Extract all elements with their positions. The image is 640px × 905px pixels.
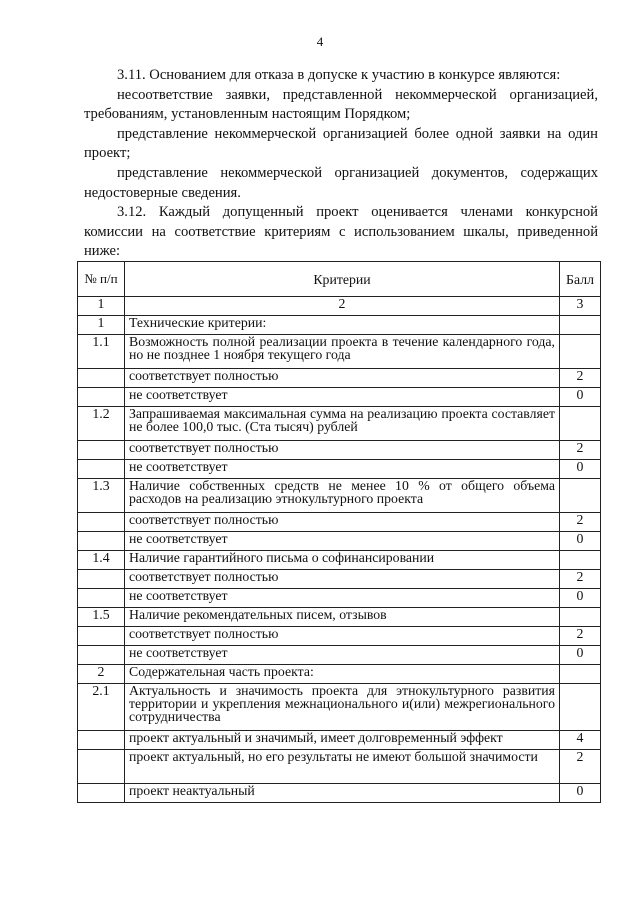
- table-row: [78, 684, 601, 731]
- paragraph-reason-3: представление некоммерческой организацией документов, содержащих недостоверные сведения.: [84, 164, 598, 201]
- table-row: [78, 369, 601, 388]
- row-score: 3: [560, 297, 601, 316]
- row-criteria: проект актуальный, но его результаты не имеют большой значимости: [125, 750, 560, 784]
- row-score: [560, 608, 601, 627]
- row-score: 2: [560, 570, 601, 589]
- row-score: [560, 551, 601, 570]
- row-num: [78, 731, 125, 750]
- row-score: 2: [560, 369, 601, 388]
- row-score: [560, 407, 601, 441]
- row-criteria: Наличие рекомендательных писем, отзывов: [125, 608, 560, 627]
- row-criteria: проект неактуальный: [125, 784, 560, 803]
- row-num: [78, 589, 125, 608]
- header-criteria: Критерии: [125, 262, 560, 297]
- table-row: [78, 335, 601, 369]
- row-criteria: Наличие гарантийного письма о софинансировании: [125, 551, 560, 570]
- row-num: [78, 570, 125, 589]
- row-criteria: Актуальность и значимость проекта для этнокультурного развития территории и укрепления межнационального и(или) межрегионального сотрудничества: [125, 684, 560, 731]
- row-criteria: не соответствует: [125, 460, 560, 479]
- row-criteria: проект актуальный и значимый, имеет долговременный эффект: [125, 731, 560, 750]
- criteria-table: [77, 261, 601, 803]
- paragraph-3-11: 3.11. Основанием для отказа в допуске к участию в конкурсе являются:: [117, 67, 561, 83]
- table-row: [78, 784, 601, 803]
- table-row: [78, 646, 601, 665]
- table-row: [78, 316, 601, 335]
- row-num: 1.3: [78, 479, 125, 513]
- row-criteria: не соответствует: [125, 589, 560, 608]
- row-criteria: не соответствует: [125, 532, 560, 551]
- row-num: 1.1: [78, 335, 125, 369]
- page-number: 4: [316, 34, 324, 49]
- row-criteria: 2: [125, 297, 560, 316]
- row-criteria: не соответствует: [125, 388, 560, 407]
- table-row: [78, 627, 601, 646]
- header-num: № п/п: [78, 262, 125, 297]
- row-score: 4: [560, 731, 601, 750]
- row-criteria: Содержательная часть проекта:: [125, 665, 560, 684]
- row-criteria: не соответствует: [125, 646, 560, 665]
- table-row: [78, 388, 601, 407]
- table-header-row: [78, 262, 601, 297]
- row-num: 1.5: [78, 608, 125, 627]
- paragraph-3-12: 3.12. Каждый допущенный проект оценивается членами конкурсной комиссии на соответствие критериям с использованием шкалы, приведенной ниже:: [84, 204, 598, 260]
- row-num: 1: [78, 297, 125, 316]
- table-row: [78, 513, 601, 532]
- paragraph-reason-2: представление некоммерческой организацией более одной заявки на один проект;: [84, 125, 598, 162]
- row-num: [78, 460, 125, 479]
- table-row: [78, 750, 601, 784]
- table-row: [78, 551, 601, 570]
- row-score: 2: [560, 750, 601, 784]
- row-num: [78, 388, 125, 407]
- table-row: [78, 479, 601, 513]
- row-criteria: соответствует полностью: [125, 513, 560, 532]
- row-num: [78, 513, 125, 532]
- row-score: 0: [560, 460, 601, 479]
- row-criteria: соответствует полностью: [125, 627, 560, 646]
- table-row: [78, 407, 601, 441]
- row-num: [78, 784, 125, 803]
- row-score: 0: [560, 784, 601, 803]
- row-criteria: соответствует полностью: [125, 441, 560, 460]
- row-criteria: соответствует полностью: [125, 570, 560, 589]
- table-row: [78, 570, 601, 589]
- row-criteria: Возможность полной реализации проекта в течение календарного года, но не позднее 1 ноября текущего года: [125, 335, 560, 369]
- row-num: [78, 750, 125, 784]
- table-row: [78, 731, 601, 750]
- row-score: 2: [560, 627, 601, 646]
- row-num: 1: [78, 316, 125, 335]
- row-criteria: Наличие собственных средств не менее 10 % от общего объема расходов на реализацию этнокультурного проекта: [125, 479, 560, 513]
- table-row: [78, 589, 601, 608]
- row-score: 0: [560, 532, 601, 551]
- row-num: [78, 369, 125, 388]
- row-num: 1.4: [78, 551, 125, 570]
- row-num: [78, 532, 125, 551]
- row-score: [560, 335, 601, 369]
- table-row: [78, 460, 601, 479]
- row-score: 0: [560, 589, 601, 608]
- row-criteria: Запрашиваемая максимальная сумма на реализацию проекта составляет не более 100,0 тыс. (Ста тысяч) рублей: [125, 407, 560, 441]
- table-row: [78, 297, 601, 316]
- row-score: [560, 316, 601, 335]
- row-score: [560, 479, 601, 513]
- table-row: [78, 441, 601, 460]
- row-score: 0: [560, 388, 601, 407]
- row-score: 2: [560, 441, 601, 460]
- table-row: [78, 532, 601, 551]
- row-num: 2.1: [78, 684, 125, 731]
- row-score: 2: [560, 513, 601, 532]
- table-row: [78, 665, 601, 684]
- row-criteria: Технические критерии:: [125, 316, 560, 335]
- row-num: [78, 627, 125, 646]
- row-num: 2: [78, 665, 125, 684]
- row-score: [560, 684, 601, 731]
- row-score: 0: [560, 646, 601, 665]
- body-text: [84, 66, 598, 262]
- row-num: [78, 441, 125, 460]
- row-criteria: соответствует полностью: [125, 369, 560, 388]
- header-score: Балл: [560, 262, 601, 297]
- table-body: [78, 297, 601, 803]
- row-num: 1.2: [78, 407, 125, 441]
- row-score: [560, 665, 601, 684]
- table-row: [78, 608, 601, 627]
- row-num: [78, 646, 125, 665]
- paragraph-reason-1: несоответствие заявки, представленной некоммерческой организацией, требованиям, установленным настоящим Порядком;: [84, 86, 598, 123]
